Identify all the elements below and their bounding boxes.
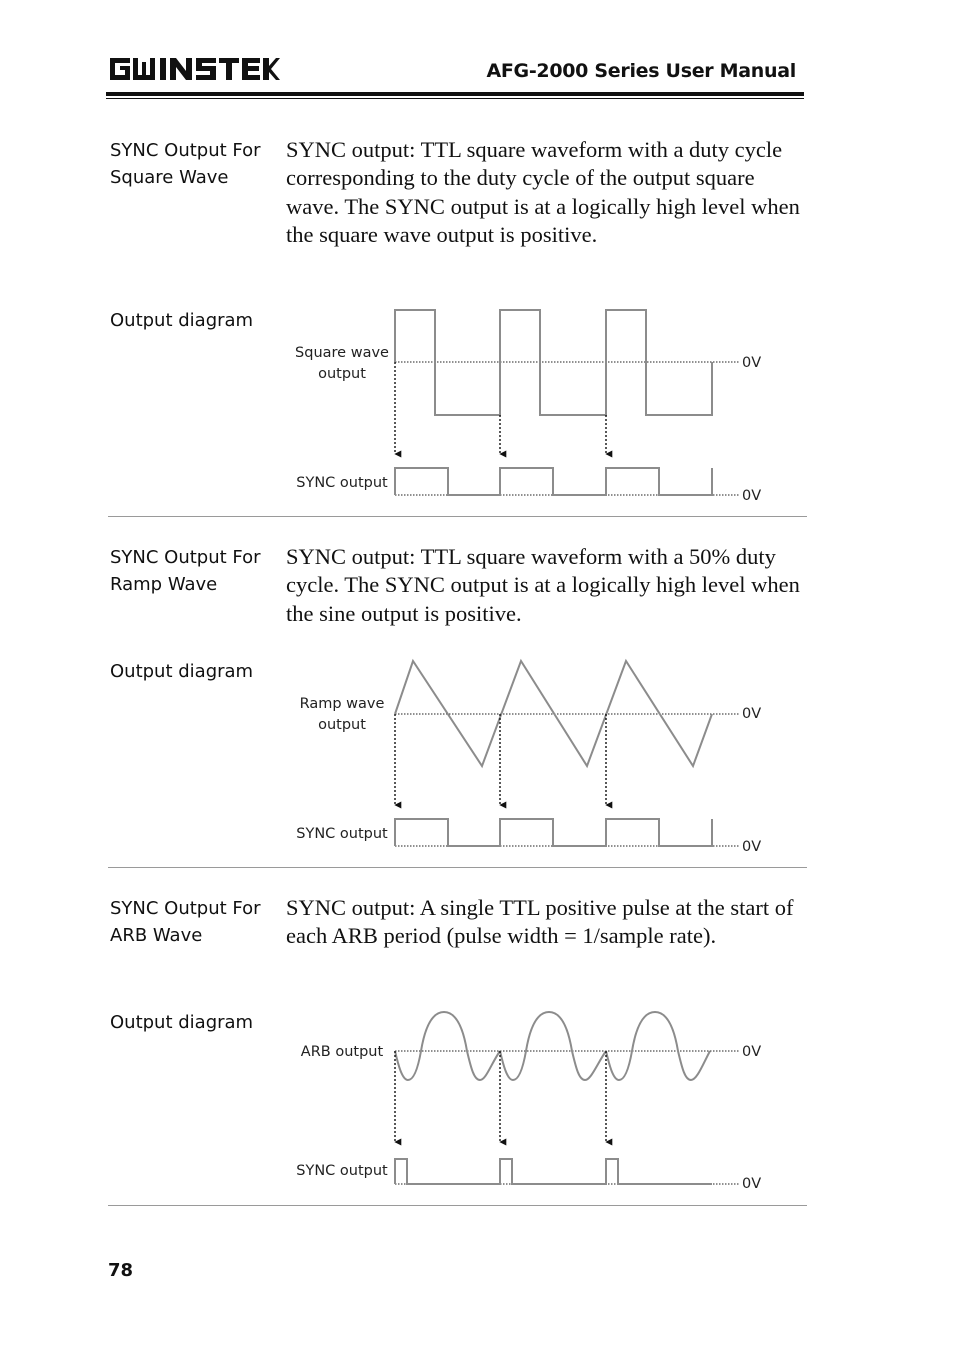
- zero-volt-label: 0V: [742, 839, 762, 855]
- arb-waveform: [395, 1012, 710, 1080]
- section-label-line: Square Wave: [110, 167, 229, 188]
- section-description-ramp: SYNC output: TTL square waveform with a 50% duty cycle. The SYNC output is at a logically high level when the sine output is positive.: [286, 544, 800, 626]
- section-label-line: ARB Wave: [110, 925, 203, 946]
- section-label-line: Ramp Wave: [110, 574, 218, 595]
- header-rule: [106, 92, 804, 96]
- section-description-square: SYNC output: TTL square waveform with a duty cycle corresponding to the duty cycle of the output square wave. The SYNC output is at a logically high level when the square wave output is positive.: [286, 137, 800, 247]
- square-waveform: [395, 310, 712, 415]
- section-label-ramp: [110, 544, 261, 598]
- section-label-line: SYNC Output For: [110, 547, 261, 568]
- section-label-square: [110, 137, 261, 191]
- zero-volt-label: 0V: [742, 1176, 762, 1192]
- signal-label: ARB output: [300, 1044, 384, 1060]
- signal-label: Square wave: [295, 345, 389, 361]
- zero-volt-label: 0V: [742, 706, 762, 722]
- sync-waveform: [395, 1159, 632, 1184]
- sync-waveform: [395, 819, 712, 846]
- section-label-line: SYNC Output For: [110, 898, 261, 919]
- ramp-waveform: [395, 661, 712, 766]
- zero-volt-label: 0V: [742, 488, 762, 504]
- arb-wave-diagram: [280, 1002, 780, 1212]
- zero-volt-label: 0V: [742, 1044, 762, 1060]
- output-diagram-label: Output diagram: [110, 661, 254, 682]
- square-wave-diagram: [280, 300, 780, 510]
- section-divider: [108, 1205, 807, 1206]
- section-divider: [108, 516, 807, 517]
- manual-title: AFG-2000 Series User Manual: [486, 60, 796, 82]
- signal-label: Ramp wave: [299, 696, 385, 712]
- page-number: 78: [108, 1260, 134, 1281]
- output-diagram-label: Output diagram: [110, 1012, 254, 1033]
- signal-label: output: [318, 366, 366, 382]
- header-rule-thin: [106, 98, 804, 99]
- sync-waveform: [395, 468, 712, 495]
- output-diagram-label: Output diagram: [110, 310, 254, 331]
- gw-instek-logo: [108, 54, 280, 84]
- sync-label: SYNC output: [296, 475, 388, 491]
- ramp-wave-diagram: [280, 651, 780, 861]
- signal-label: output: [318, 717, 366, 733]
- section-divider: [108, 867, 807, 868]
- sync-label: SYNC output: [296, 1163, 388, 1179]
- section-label-arb: [110, 895, 261, 949]
- zero-volt-label: 0V: [742, 355, 762, 371]
- section-label-line: SYNC Output For: [110, 140, 261, 161]
- sync-label: SYNC output: [296, 826, 388, 842]
- section-description-arb: SYNC output: A single TTL positive pulse at the start of each ARB period (pulse width = 1/sample rate).: [286, 895, 794, 949]
